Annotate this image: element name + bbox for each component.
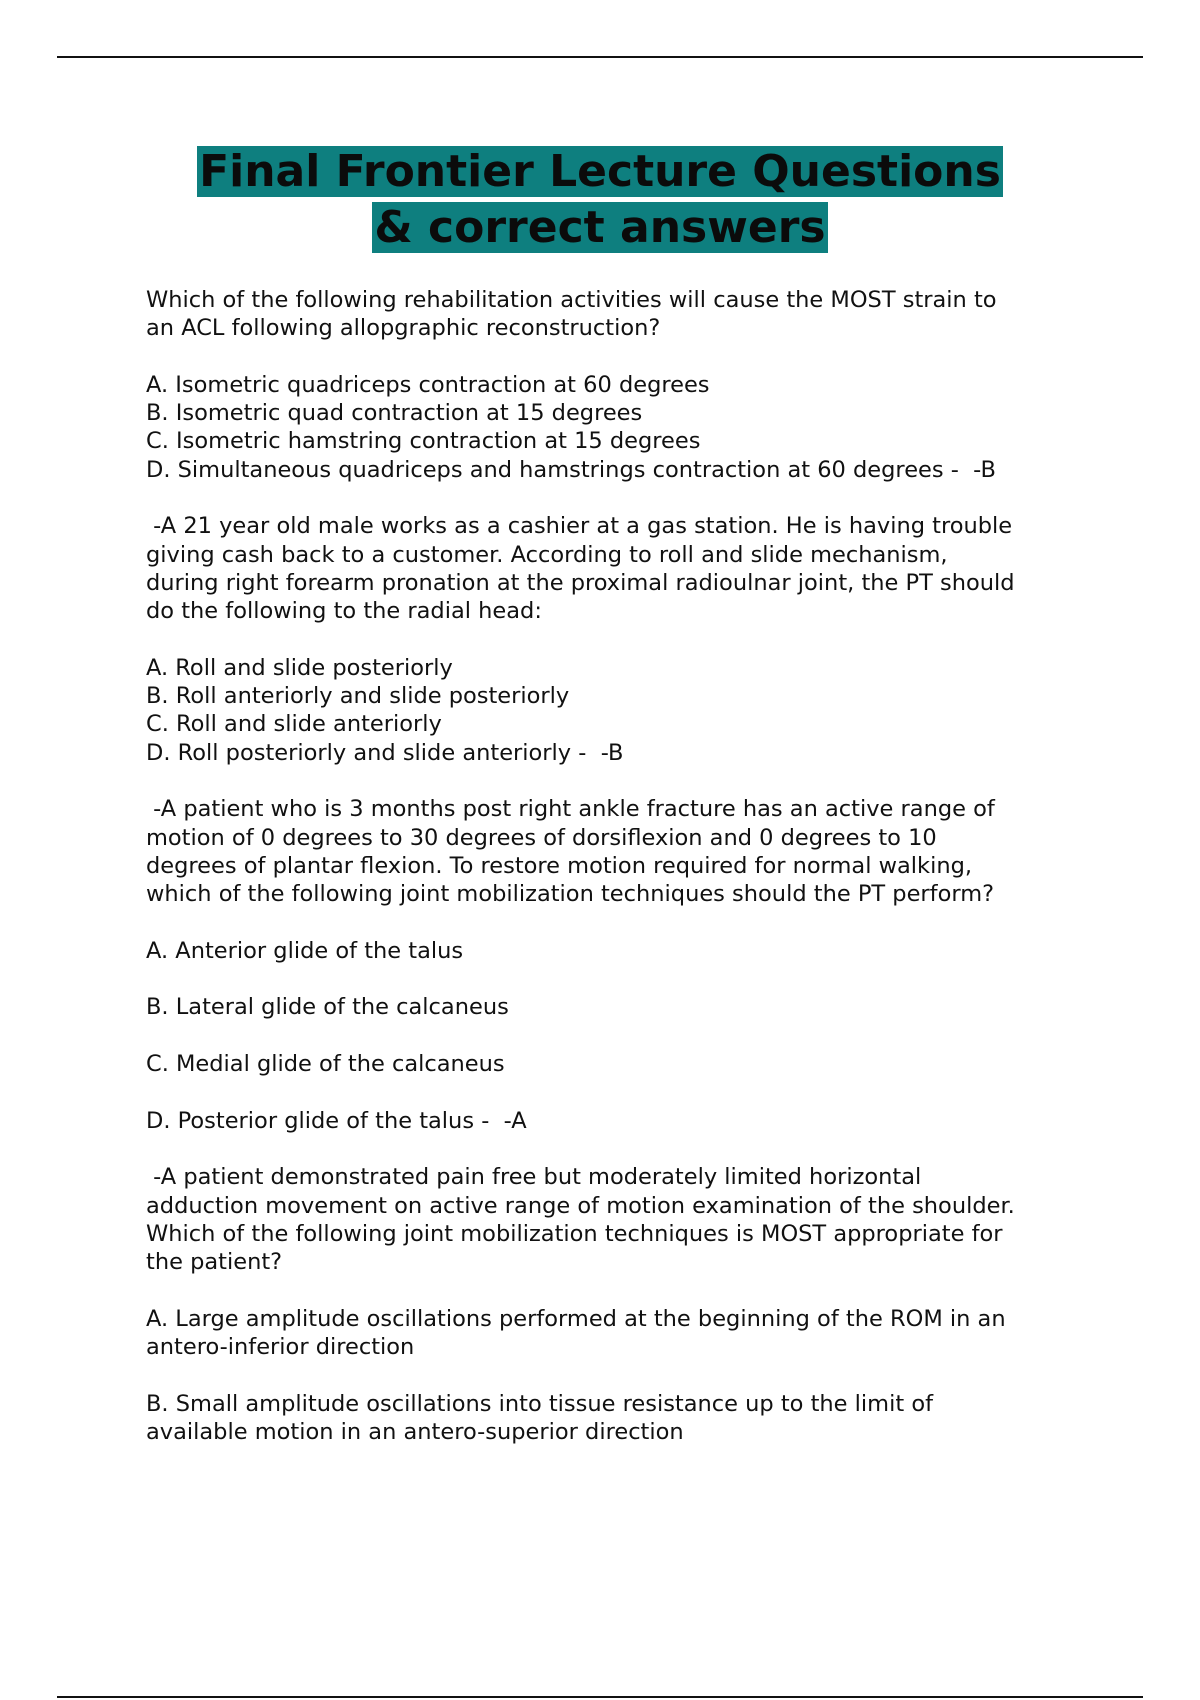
- answer-option: D. Simultaneous quadriceps and hamstrings contraction at 60 degrees - -B: [146, 456, 996, 483]
- question-4: [146, 1163, 1086, 1446]
- answer-option: A. Roll and slide posteriorly: [146, 654, 453, 681]
- question-2: [146, 512, 1086, 767]
- header-rule: [57, 56, 1143, 58]
- answer-option: A. Large amplitude oscillations performed at the beginning of the ROM in an: [146, 1305, 1006, 1332]
- document-title: [140, 144, 1060, 256]
- question-stem-line: adduction movement on active range of motion examination of the shoulder.: [146, 1192, 1015, 1219]
- question-stem-line: Which of the following joint mobilization techniques is MOST appropriate for: [146, 1220, 1003, 1247]
- answer-option: D. Roll posteriorly and slide anteriorly - -B: [146, 739, 624, 766]
- answer-option: B. Roll anteriorly and slide posteriorly: [146, 683, 570, 710]
- question-stem-line: giving cash back to a customer. According to roll and slide mechanism,: [146, 541, 948, 568]
- answer-option: B. Small amplitude oscillations into tissue resistance up to the limit of: [146, 1390, 934, 1417]
- question-stem-line: motion of 0 degrees to 30 degrees of dorsiflexion and 0 degrees to 10: [146, 824, 937, 851]
- question-stem-line: which of the following joint mobilization techniques should the PT perform?: [146, 881, 995, 908]
- question-stem-line: -A 21 year old male works as a cashier at a gas station. He is having trouble: [146, 513, 1013, 540]
- answer-option-continued: available motion in an antero-superior direction: [146, 1418, 684, 1445]
- answer-option: B. Lateral glide of the calcaneus: [146, 994, 509, 1021]
- answer-option-continued: antero-inferior direction: [146, 1333, 415, 1360]
- question-stem-line: Which of the following rehabilitation activities will cause the MOST strain to: [146, 287, 997, 313]
- title-line-1: Final Frontier Lecture Questions: [199, 146, 1001, 197]
- document-body: [146, 286, 1086, 1446]
- answer-option: A. Anterior glide of the talus: [146, 937, 464, 964]
- answer-option: A. Isometric quadriceps contraction at 60 degrees: [146, 371, 710, 398]
- question-1: [146, 286, 1086, 484]
- question-stem-line: -A patient demonstrated pain free but moderately limited horizontal: [146, 1164, 922, 1191]
- question-stem-line: during right forearm pronation at the proximal radioulnar joint, the PT should: [146, 569, 1015, 596]
- title-line-2: & correct answers: [374, 202, 826, 253]
- answer-option: C. Isometric hamstring contraction at 15 degrees: [146, 428, 701, 455]
- answer-option: D. Posterior glide of the talus - -A: [146, 1107, 527, 1134]
- question-3: [146, 795, 1086, 1135]
- answer-option: C. Roll and slide anteriorly: [146, 711, 442, 738]
- footer-rule: [57, 1696, 1143, 1698]
- question-stem-line: do the following to the radial head:: [146, 598, 542, 625]
- question-stem-line: an ACL following allopgraphic reconstruction?: [146, 315, 661, 342]
- answer-option: C. Medial glide of the calcaneus: [146, 1051, 505, 1078]
- question-stem-line: -A patient who is 3 months post right ankle fracture has an active range of: [146, 796, 995, 823]
- answer-option: B. Isometric quad contraction at 15 degrees: [146, 400, 643, 427]
- question-stem-line: degrees of plantar flexion. To restore motion required for normal walking,: [146, 852, 973, 879]
- question-stem-line: the patient?: [146, 1249, 283, 1276]
